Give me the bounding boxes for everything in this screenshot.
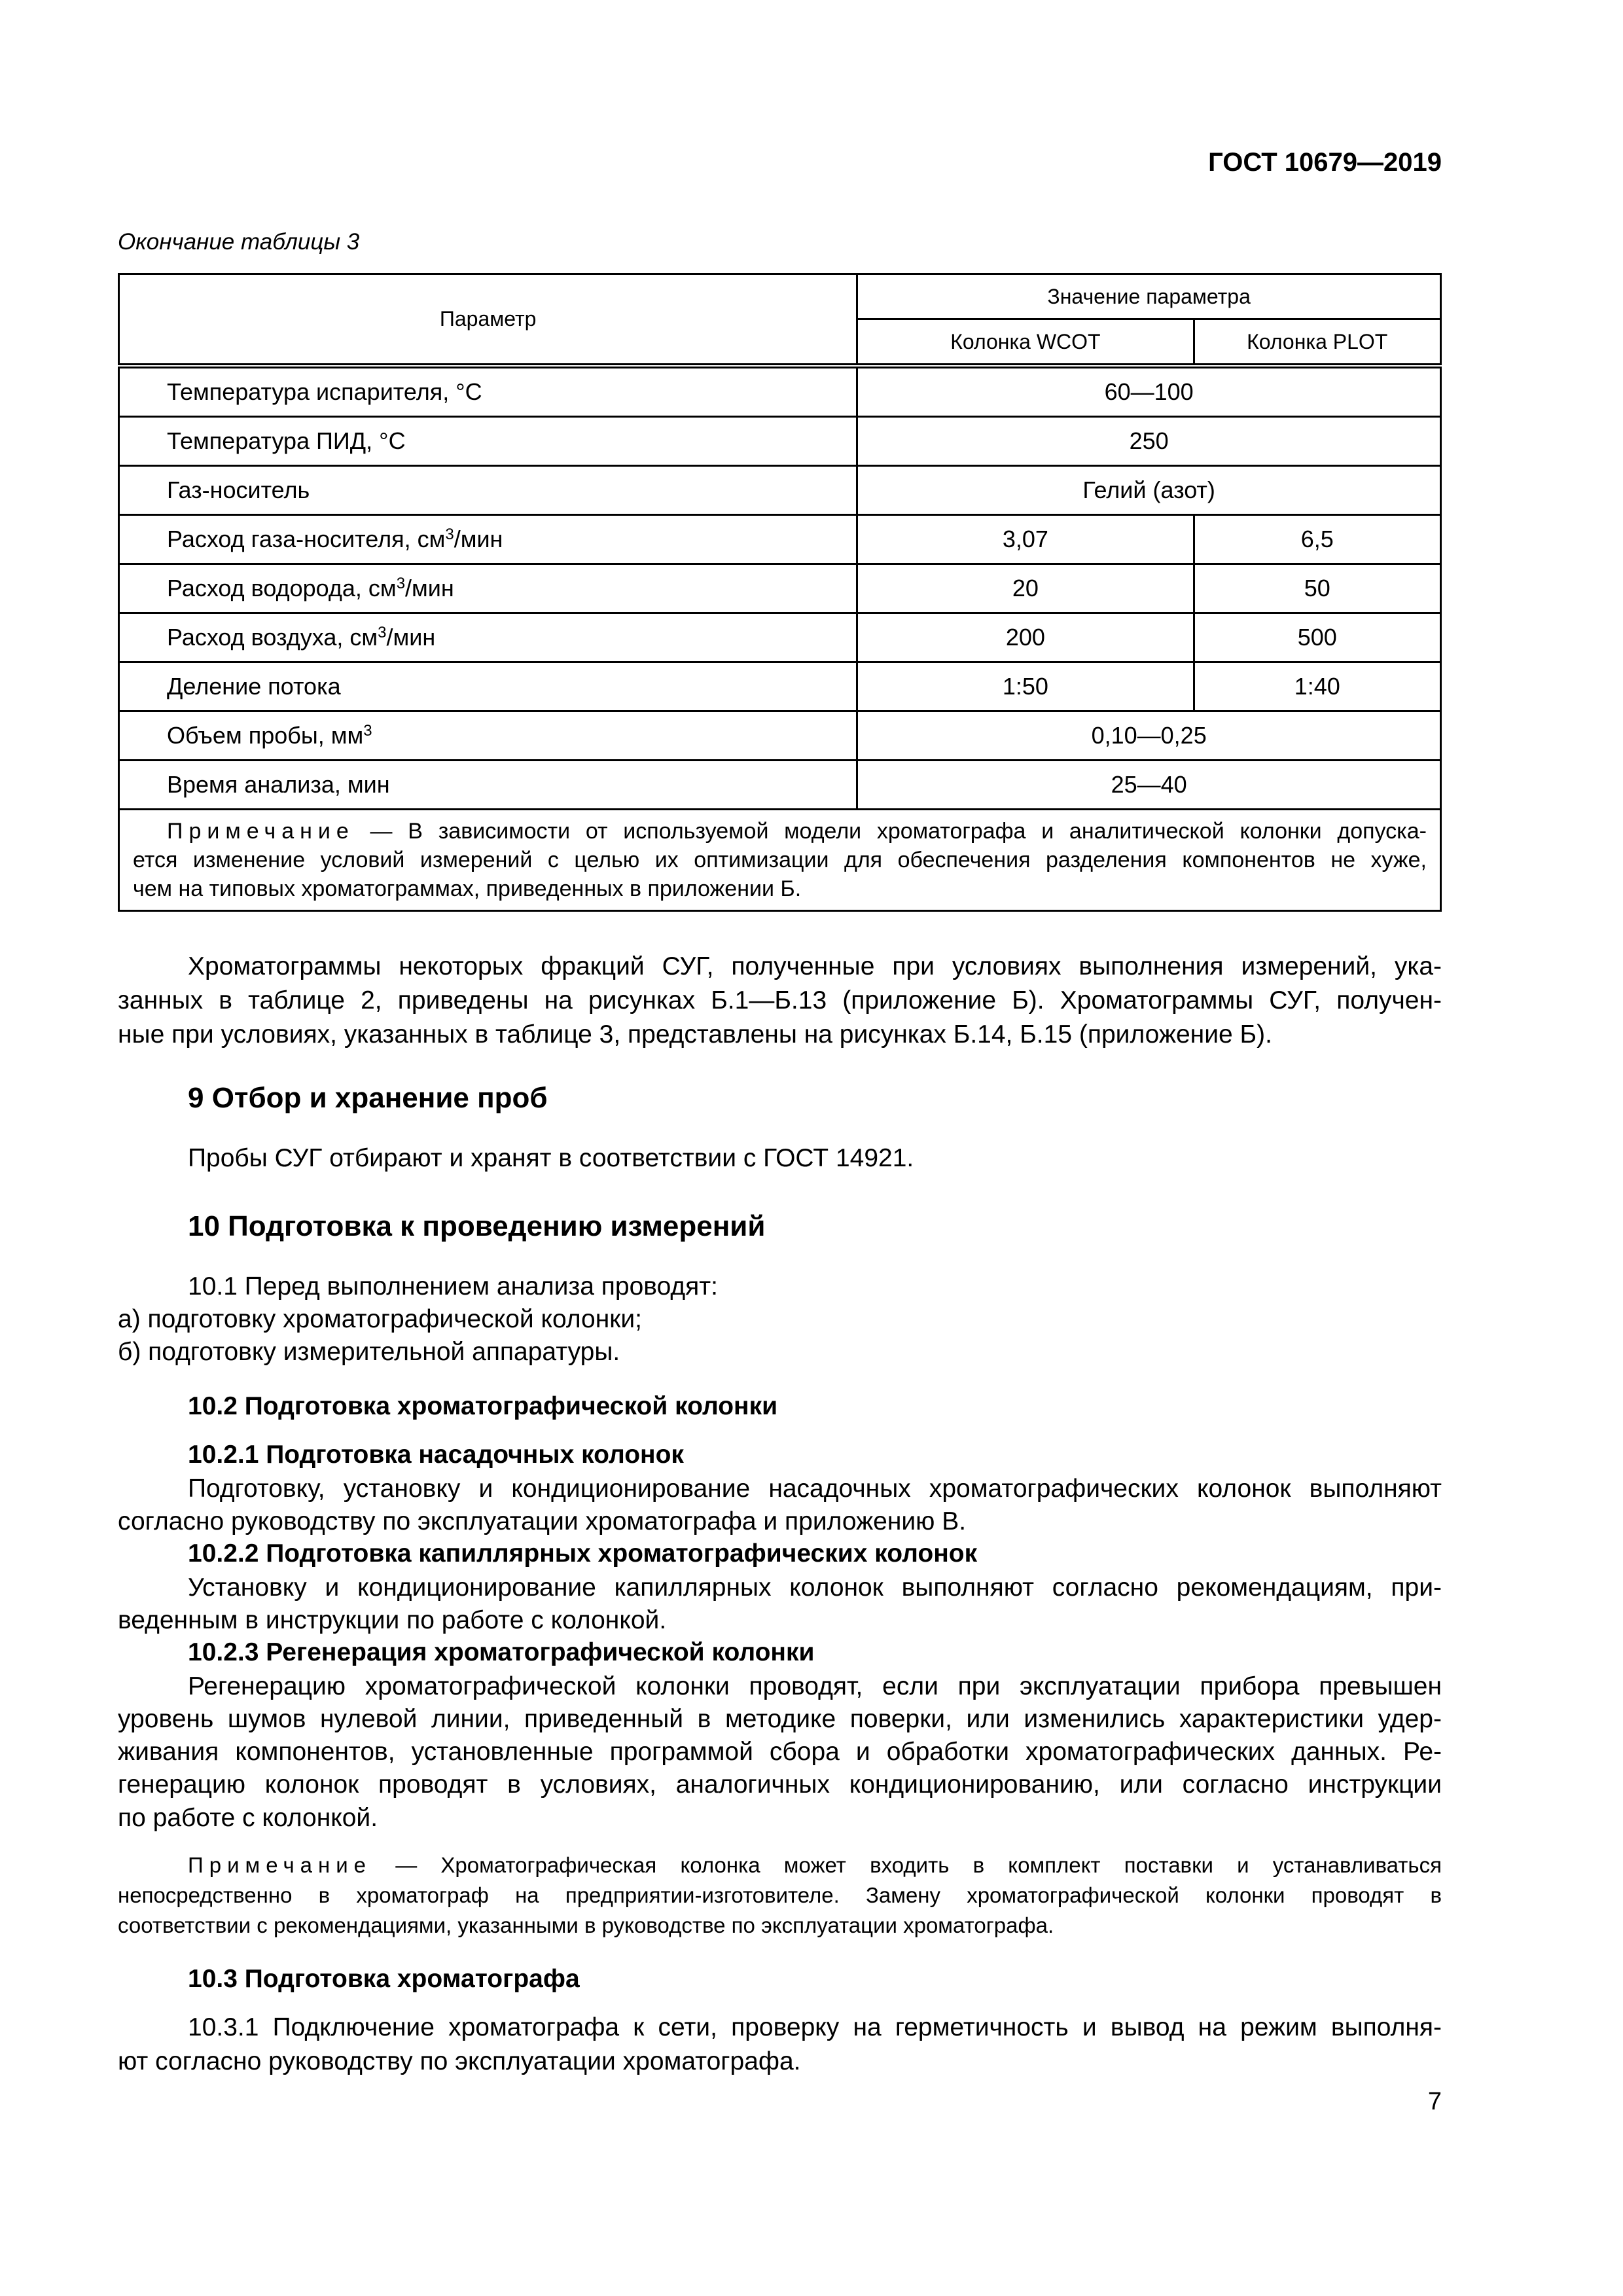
paragraph-line: 10.1 Перед выполнением анализа проводят: [188,1272,718,1300]
parameter-name: Расход газа-носителя, $см^3$/мин [119,515,857,564]
note-label: Примечание [188,1853,372,1877]
paragraph-line: Хроматограммы некоторых фракций СУГ, полученные при условиях выполнения измерений, ука- [188,952,1442,980]
parameter-name: Деление потока [119,662,857,711]
table-caption: Окончание таблицы 3 [118,229,360,255]
section-9-text: Пробы СУГ отбирают и хранят в соответствии с ГОСТ 14921. [188,1144,914,1172]
parameter-value: Гелий (азот) [857,466,1441,515]
subsection-10-2-2-title: 10.2.2 Подготовка капиллярных хроматографических колонок [188,1539,978,1568]
header-value: Значение параметра [857,274,1441,319]
paragraph-line: Подготовку, установку и кондиционирование насадочных хроматографических колонок выполняют [188,1475,1442,1503]
note-line: непосредственно в хроматограф на предприятии-изготовителе. Замену хроматографической колонки проводят в [118,1883,1442,1907]
table-row [119,761,1441,810]
table-row [119,366,1441,417]
paragraph-line: живания компонентов, установленные программой сбора и обработки хроматографических данных. Ре- [118,1738,1442,1766]
note-line [188,1850,1442,1880]
plot-value: 50 [1194,564,1441,613]
parameter-name: Время анализа, мин [119,761,857,810]
header-plot: Колонка PLOT [1194,319,1441,367]
plot-value: 6,5 [1194,515,1441,564]
paragraph-line: 10.3.1 Подключение хроматографа к сети, проверку на герметичность и вывод на режим выполня- [188,2013,1442,2041]
subsection-10-2-title: 10.2 Подготовка хроматографической колонки [188,1392,778,1420]
list-item: б) подготовку измерительной аппаратуры. [118,1338,620,1366]
page-number: 7 [1427,2088,1442,2115]
wcot-value: 1:50 [857,662,1194,711]
parameter-name: Газ-носитель [119,466,857,515]
paragraph-line: по работе с колонкой. [118,1804,378,1832]
paragraph-line: уровень шумов нулевой линии, приведенный в методике поверки, или изменились характеристики удер- [118,1705,1442,1733]
parameter-value: 25—40 [857,761,1441,810]
parameter-name: Расход водорода, $см^3$/мин [119,564,857,613]
note-line: чем на типовых хроматограммах, приведенных в приложении Б. [133,876,802,901]
paragraph-line: согласно руководству по эксплуатации хроматографа и приложению В. [118,1507,967,1535]
section-10-title: 10 Подготовка к проведению измерений [188,1210,766,1242]
wcot-value: 200 [857,613,1194,662]
section-9-title: 9 Отбор и хранение проб [188,1082,548,1114]
document-code: ГОСТ 10679—2019 [1208,148,1442,177]
parameter-name: Температура испарителя, °С [119,366,857,417]
paragraph-line: занных в таблице 2, приведены на рисунках Б.1—Б.13 (приложение Б). Хроматограммы СУГ, получен- [118,986,1442,1014]
paragraph-line: Регенерацию хроматографической колонки проводят, если при эксплуатации прибора превышен [188,1672,1442,1700]
subsection-10-2-1-title: 10.2.1 Подготовка насадочных колонок [188,1441,684,1469]
note-label: Примечание [167,819,355,844]
header-parameter: Параметр [119,274,857,367]
table-row [119,515,1441,564]
header-wcot: Колонка WCOT [857,319,1194,367]
table-note [119,810,1441,911]
list-item: а) подготовку хроматографической колонки; [118,1305,642,1333]
table-row [119,466,1441,515]
table-row [119,662,1441,711]
plot-value: 500 [1194,613,1441,662]
plot-value: 1:40 [1194,662,1441,711]
paragraph-line: Установку и кондиционирование капиллярных колонок выполняют согласно рекомендациям, при- [188,1573,1442,1602]
parameter-name: Температура ПИД, °С [119,417,857,466]
table-row [119,564,1441,613]
table-row [119,711,1441,761]
table-row [119,613,1441,662]
note-line: соответствии с рекомендациями, указанными в руководстве по эксплуатации хроматографа. [118,1913,1054,1937]
table-row [119,417,1441,466]
paragraph-line: ют согласно руководству по эксплуатации хроматографа. [118,2047,801,2075]
note-line: ется изменение условий измерений с целью их оптимизации для обеспечения разделения компонентов не хуже, [133,848,1427,872]
parameter-value: 250 [857,417,1441,466]
wcot-value: 3,07 [857,515,1194,564]
parameters-table [118,273,1442,912]
wcot-value: 20 [857,564,1194,613]
subsection-10-2-3-title: 10.2.3 Регенерация хроматографической колонки [188,1638,815,1666]
note-text: — Хроматографическая колонка может входить в комплект поставки и устанавливаться [395,1853,1442,1877]
parameter-name: Объем пробы, $мм^3$ [119,711,857,761]
subsection-10-3-title: 10.3 Подготовка хроматографа [188,1965,580,1993]
paragraph-line: ные при условиях, указанных в таблице 3, представлены на рисунках Б.14, Б.15 (приложение Б). [118,1020,1272,1049]
parameter-name: Расход воздуха, $см^3$/мин [119,613,857,662]
parameter-value: 0,10—0,25 [857,711,1441,761]
parameter-value: 60—100 [857,366,1441,417]
note-line: — В зависимости от используемой модели хроматографа и аналитической колонки допуска- [370,819,1427,844]
paragraph-line: генерацию колонок проводят в условиях, аналогичных кондиционированию, или согласно инструкции [118,1770,1442,1799]
paragraph-line: веденным в инструкции по работе с колонкой. [118,1606,667,1634]
